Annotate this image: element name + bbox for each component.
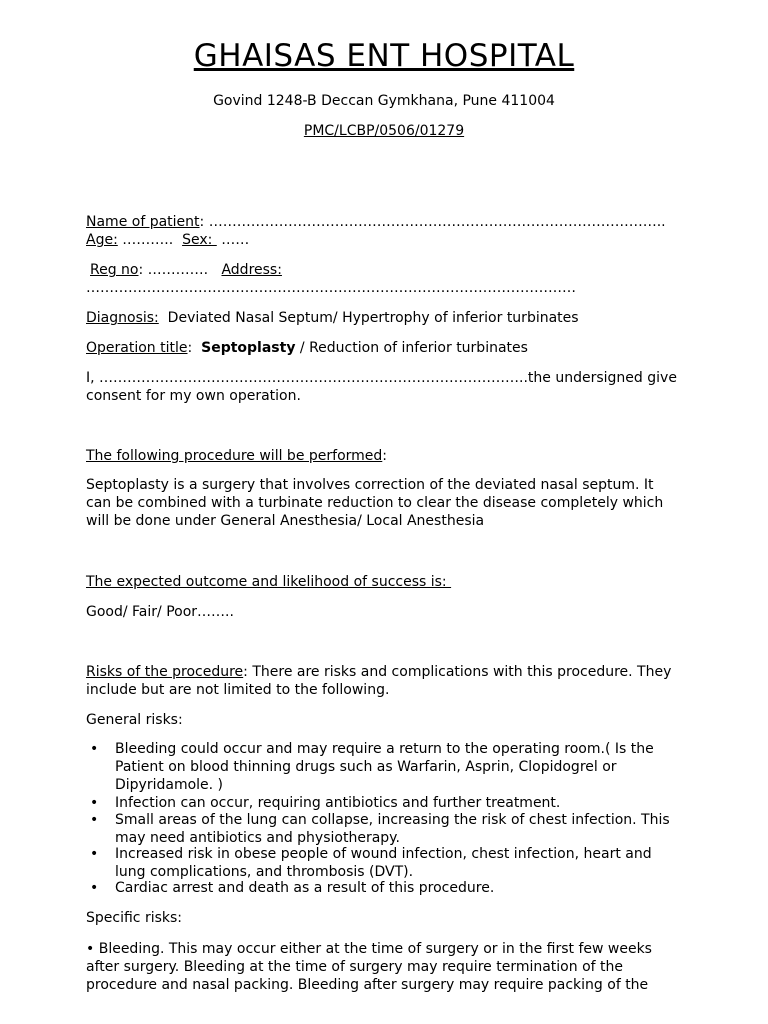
list-item bbox=[86, 740, 682, 794]
operation-title-row bbox=[86, 339, 686, 357]
registration-number-text: PMC/LCBP/0506/01279 bbox=[303, 123, 465, 139]
outcome-heading: The expected outcome and likelihood of success is: bbox=[86, 574, 452, 590]
sex-label: Sex: bbox=[182, 232, 217, 248]
registration-number bbox=[0, 123, 768, 139]
reg-no-field[interactable]: : …………. bbox=[138, 262, 222, 278]
list-item-text: Small areas of the lung can collapse, increasing the risk of chest infection. This may need antibiotics and physiotherapy. bbox=[115, 812, 670, 846]
diagnosis-value: Deviated Nasal Septum/ Hypertrophy of inferior turbinates bbox=[158, 310, 579, 326]
procedure-heading: The following procedure will be performed bbox=[86, 448, 383, 464]
patient-name-row bbox=[86, 213, 686, 231]
specific-risks-text: • Bleeding. This may occur either at the time of surgery or in the first few weeks after surgery. Bleeding at the time of surgery may require termination of the procedure and nasal packing. Bleeding after surgery may require packing of the bbox=[86, 941, 652, 993]
sex-field[interactable]: …… bbox=[216, 232, 250, 248]
list-item-text: Bleeding could occur and may require a return to the operating room.( Is the Patient on blood thinning drugs such as Warfarin, Asprin, Clopidogrel or Dipyridamole. ) bbox=[115, 741, 654, 793]
risks-heading: Risks of the procedure bbox=[86, 664, 244, 680]
procedure-heading-row bbox=[86, 447, 686, 465]
age-label: Age: bbox=[86, 232, 118, 248]
procedure-description: Septoplasty is a surgery that involves correction of the deviated nasal septum. It can be combined with a turbinate reduction to clear the disease completely which will be done under General Anesthesia/ Local Anesthesia bbox=[86, 477, 664, 529]
list-item-text: Increased risk in obese people of wound infection, chest infection, heart and lung complications, and thrombosis (DVT). bbox=[115, 846, 652, 880]
bullet-glyph: • bbox=[90, 795, 99, 811]
risks-intro-text: : There are risks and complications with this procedure. They include but are not limited to the following. bbox=[86, 664, 672, 698]
list-item bbox=[86, 845, 682, 881]
operation-colon: : bbox=[187, 340, 202, 356]
list-item bbox=[86, 811, 682, 847]
bullet-glyph: • bbox=[90, 741, 99, 757]
consent-statement: I, ………………………………………………………………………………..the undersigned give consent for my own operation. bbox=[86, 370, 677, 404]
outcome-heading-row bbox=[86, 573, 686, 591]
age-field[interactable]: ……….. bbox=[117, 232, 183, 248]
patient-name-label: Name of patient bbox=[86, 214, 200, 230]
address-field[interactable]: …………………………………………………………………………………………… bbox=[86, 280, 576, 296]
hospital-title: GHAISAS ENT HOSPITAL bbox=[193, 38, 575, 74]
patient-name-field[interactable]: : …………………………………………………………………………………….. bbox=[199, 214, 666, 230]
diagnosis-row bbox=[86, 309, 686, 327]
hospital-address: Govind 1248-B Deccan Gymkhana, Pune 411004 bbox=[213, 93, 555, 109]
general-risks-heading: General risks: bbox=[86, 712, 183, 728]
reg-address-row bbox=[90, 261, 690, 279]
outcome-value: Good/ Fair/ Poor…….. bbox=[86, 604, 234, 620]
operation-title-label: Operation title bbox=[86, 340, 188, 356]
bullet-glyph: • bbox=[90, 812, 99, 828]
address-label: Address: bbox=[221, 262, 282, 278]
bullet-glyph: • bbox=[90, 846, 99, 862]
general-risks-list bbox=[86, 740, 682, 897]
bullet-glyph: • bbox=[90, 880, 99, 896]
specific-risks-heading: Specific risks: bbox=[86, 910, 182, 926]
list-item bbox=[86, 794, 682, 812]
list-item bbox=[86, 879, 682, 897]
list-item-text: Infection can occur, requiring antibiotics and further treatment. bbox=[115, 795, 561, 811]
list-item-text: Cardiac arrest and death as a result of this procedure. bbox=[115, 880, 495, 896]
operation-name: Septoplasty bbox=[201, 340, 296, 356]
operation-rest: / Reduction of inferior turbinates bbox=[295, 340, 528, 356]
diagnosis-label: Diagnosis: bbox=[86, 310, 159, 326]
risks-intro bbox=[86, 663, 682, 699]
age-sex-row bbox=[86, 231, 686, 249]
reg-no-label: Reg no bbox=[90, 262, 139, 278]
procedure-heading-colon: : bbox=[382, 448, 387, 464]
